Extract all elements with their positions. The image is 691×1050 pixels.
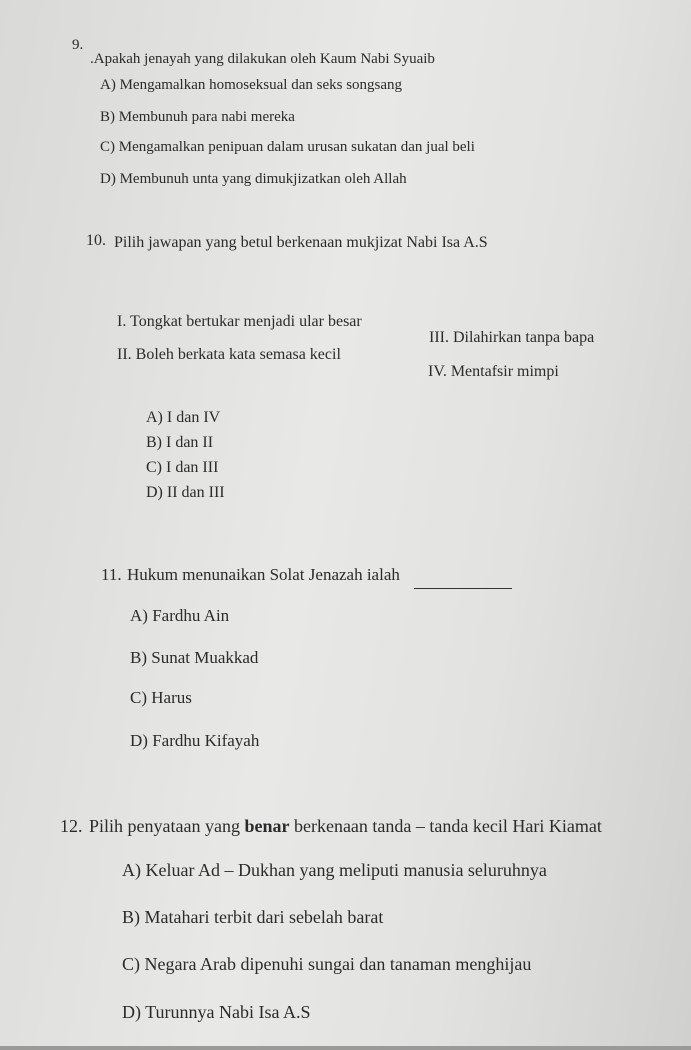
q10-question: Pilih jawapan yang betul berkenaan mukjizat Nabi Isa A.S xyxy=(114,234,488,251)
q11-option-b: B) Sunat Muakkad xyxy=(130,648,259,667)
q11-option-d: D) Fardhu Kifayah xyxy=(130,731,260,750)
q10-option-d: D) II dan III xyxy=(146,484,225,501)
q10-number: 10. xyxy=(86,232,106,249)
q11-question: Hukum menunaikan Solat Jenazah ialah xyxy=(127,565,400,584)
q12-option-b: B) Matahari terbit dari sebelah barat xyxy=(122,907,384,927)
q10-statement-1: I. Tongkat bertukar menjadi ular besar xyxy=(117,313,362,330)
q9-question: .Apakah jenayah yang dilakukan oleh Kaum Nabi Syuaib xyxy=(90,51,435,67)
q10-statement-3: III. Dilahirkan tanpa bapa xyxy=(429,329,595,346)
q12-option-a: A) Keluar Ad – Dukhan yang meliputi manusia seluruhnya xyxy=(122,860,547,880)
q10-option-c: C) I dan III xyxy=(146,459,219,476)
q10-statement-2: II. Boleh berkata kata semasa kecil xyxy=(117,346,341,363)
q12-question xyxy=(89,817,602,835)
q12-option-d: D) Turunnya Nabi Isa A.S xyxy=(122,1002,311,1022)
q12-option-c: C) Negara Arab dipenuhi sungai dan tanaman menghijau xyxy=(122,954,532,974)
q11-option-c: C) Harus xyxy=(130,688,192,707)
q12-number: 12. xyxy=(60,816,83,836)
q11-number: 11. xyxy=(101,565,122,584)
answer-blank xyxy=(414,588,512,589)
q12-question-emphasis: benar xyxy=(244,816,290,836)
q9-option-b: B) Membunuh para nabi mereka xyxy=(100,109,295,125)
q10-statement-4: IV. Mentafsir mimpi xyxy=(428,363,559,380)
q9-number: 9. xyxy=(72,37,84,53)
q9-option-c: C) Mengamalkan penipuan dalam urusan sukatan dan jual beli xyxy=(100,139,475,155)
page-bottom-edge xyxy=(0,1046,691,1050)
q9-option-d: D) Membunuh unta yang dimukjizatkan oleh Allah xyxy=(100,171,407,187)
q12-question-part-1: Pilih penyataan yang xyxy=(89,816,245,836)
q12-question-part-2: berkenaan tanda – tanda kecil Hari Kiamat xyxy=(289,816,602,836)
q9-option-a: A) Mengamalkan homoseksual dan seks songsang xyxy=(100,77,403,93)
q10-option-a: A) I dan IV xyxy=(146,409,221,426)
q11-option-a: A) Fardhu Ain xyxy=(130,606,230,625)
q10-option-b: B) I dan II xyxy=(146,434,214,451)
